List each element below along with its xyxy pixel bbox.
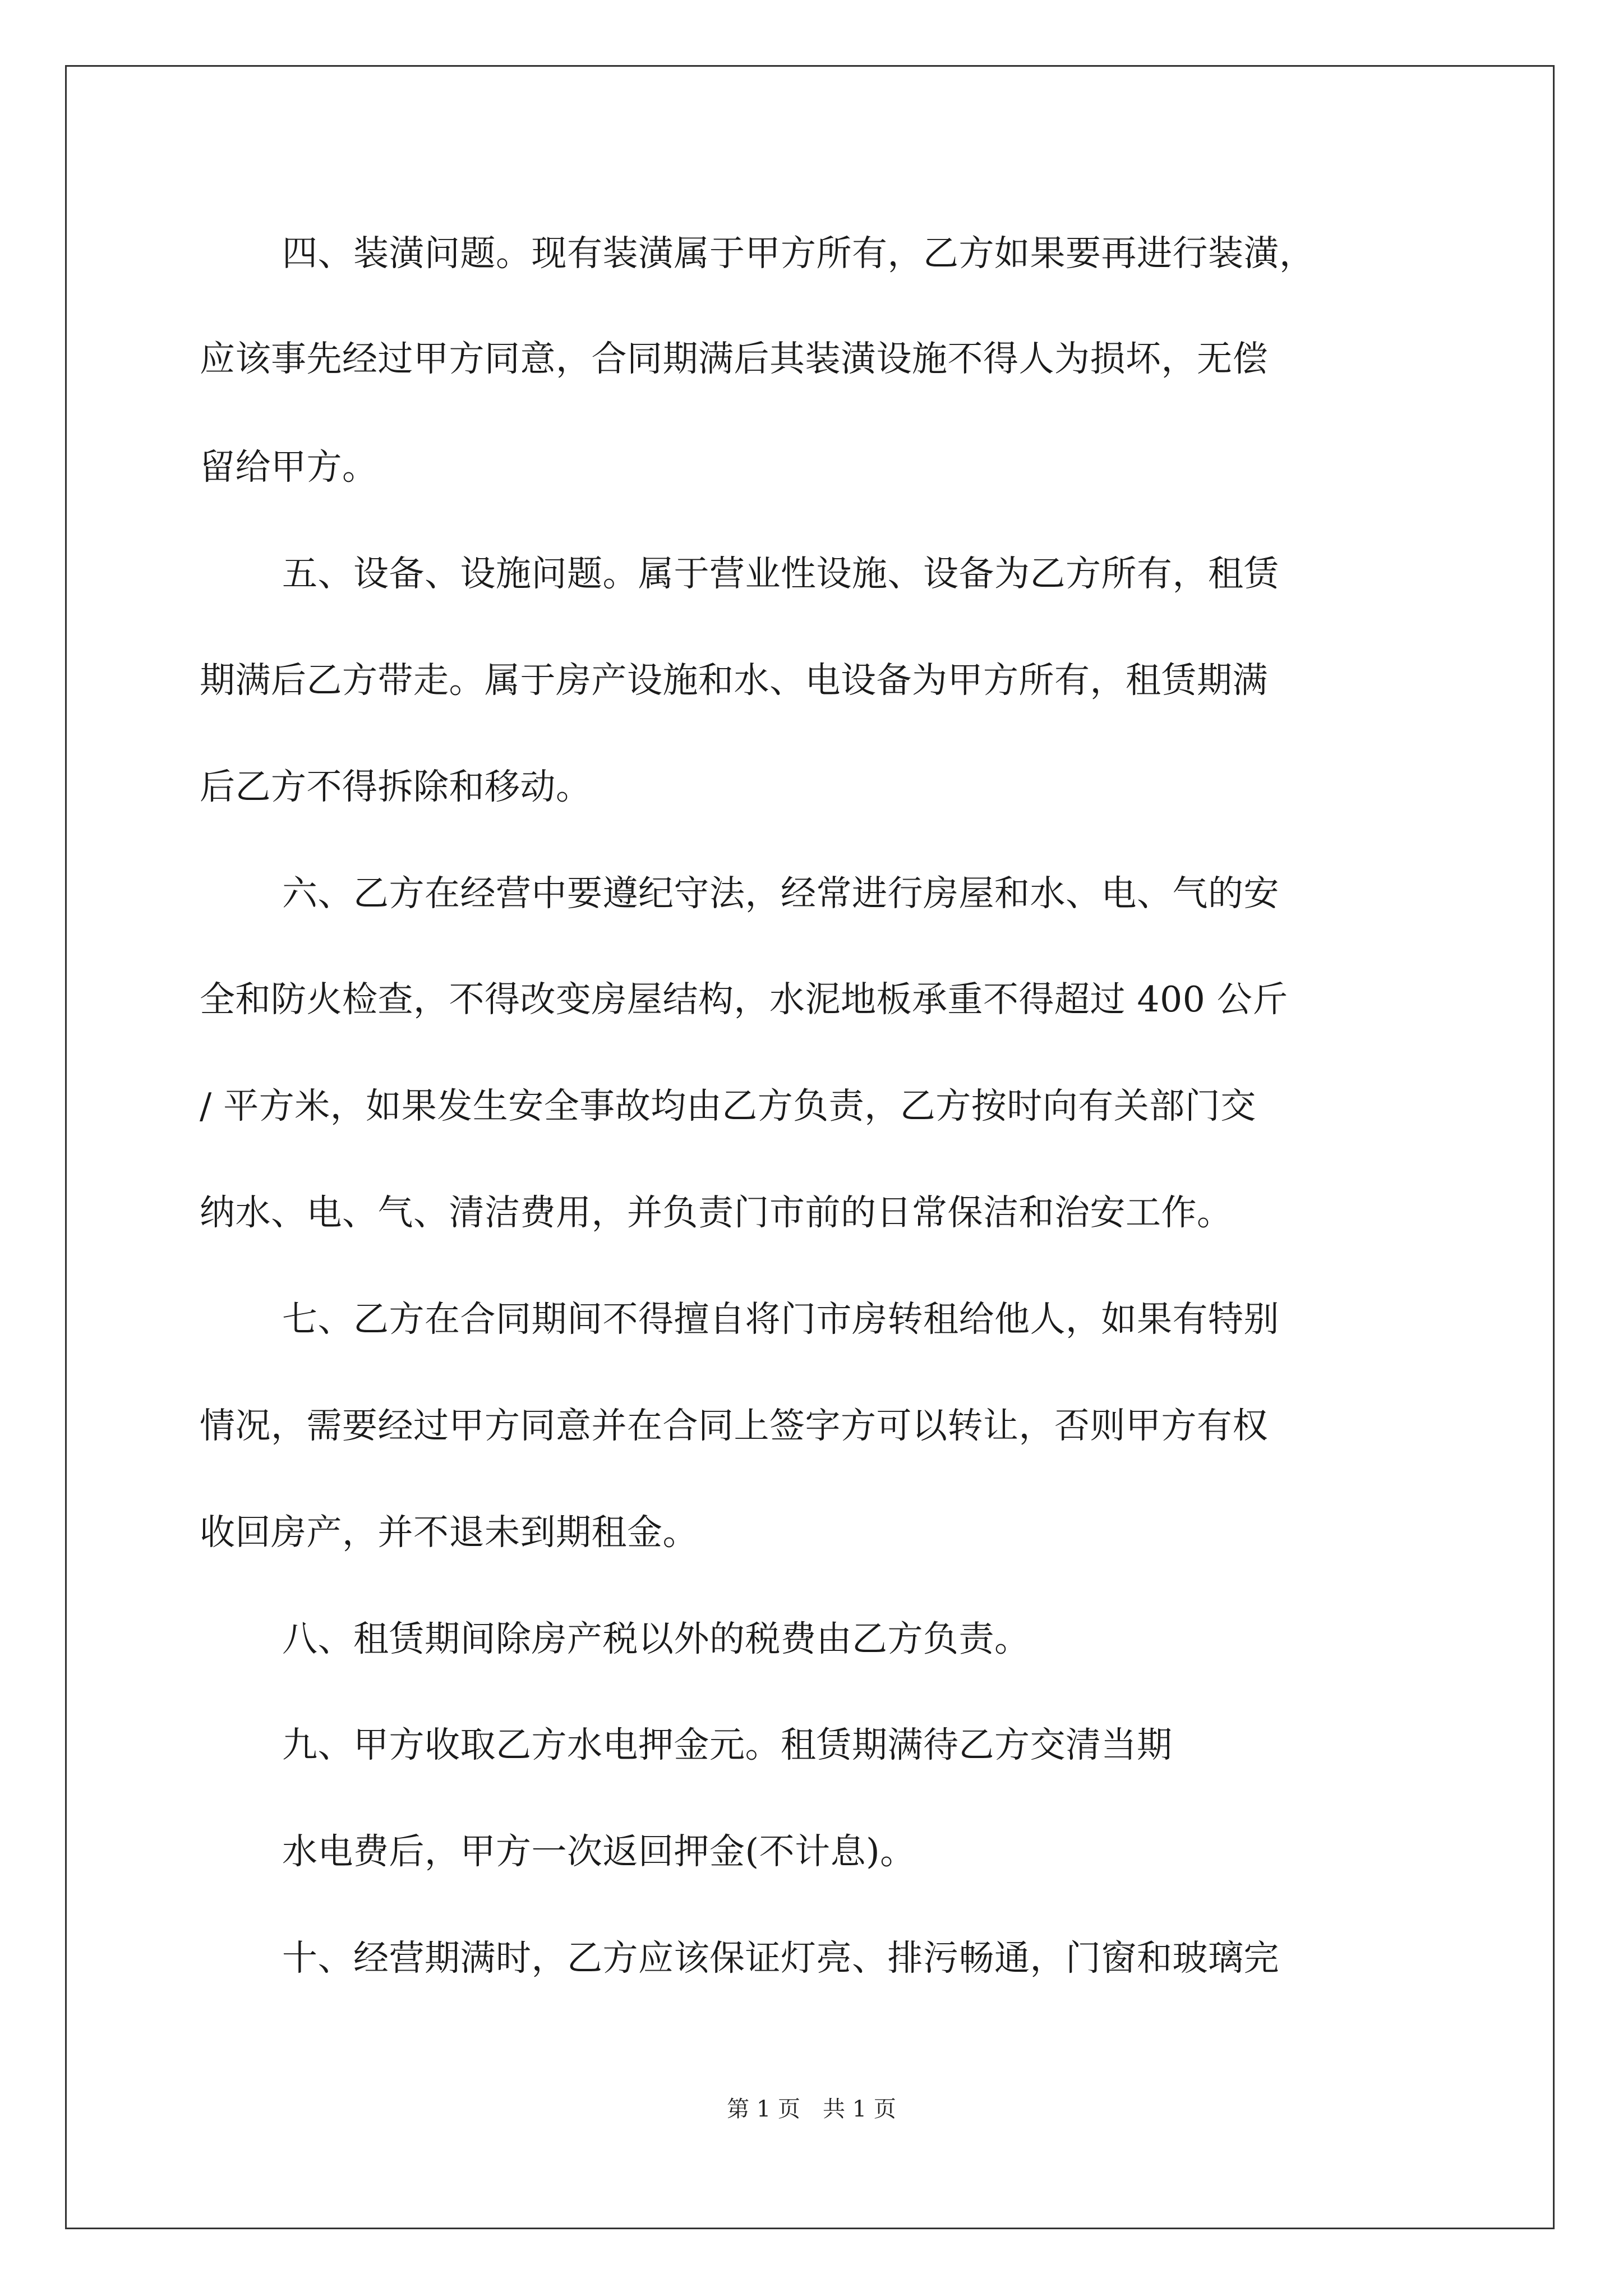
paragraph-10-line-1: 十、经营期满时，乙方应该保证灯亮、排污畅通，门窗和玻璃完 <box>282 1938 1279 1978</box>
paragraph-6-line-2: 全和防火检查，不得改变房屋结构，水泥地板承重不得超过 400 公斤 <box>200 979 1288 1020</box>
paragraph-5-line-3: 后乙方不得拆除和移动。 <box>200 766 592 807</box>
paragraph-4-line-3: 留给甲方。 <box>200 447 378 487</box>
page-number-current: 第 1 页 <box>727 2096 800 2122</box>
paragraph-6-line-1: 六、乙方在经营中要遵纪守法，经常进行房屋和水、电、气的安 <box>282 873 1279 914</box>
paragraph-6-line-3: / 平方米，如果发生安全事故均由乙方负责，乙方按时向有关部门交 <box>200 1085 1256 1126</box>
paragraph-7-line-3: 收回房产，并不退未到期租金。 <box>200 1512 698 1553</box>
paragraph-5-line-1: 五、设备、设施问题。属于营业性设施、设备为乙方所有，租赁 <box>282 553 1279 594</box>
paragraph-5-line-2: 期满后乙方带走。属于房产设施和水、电设备为甲方所有，租赁期满 <box>200 660 1268 701</box>
page-border <box>65 65 1555 2229</box>
paragraph-8-line-1: 八、租赁期间除房产税以外的税费由乙方负责。 <box>282 1618 1030 1659</box>
paragraph-6-line-4: 纳水、电、气、清洁费用，并负责门市前的日常保洁和治安工作。 <box>200 1192 1233 1233</box>
paragraph-9-line-1: 九、甲方收取乙方水电押金元。租赁期满待乙方交清当期 <box>282 1724 1173 1765</box>
paragraph-9-line-2: 水电费后，甲方一次返回押金(不计息)。 <box>282 1831 916 1872</box>
page-footer <box>0 2095 1623 2123</box>
paragraph-7-line-1: 七、乙方在合同期间不得擅自将门市房转租给他人，如果有特别 <box>282 1299 1279 1340</box>
paragraph-7-line-2: 情况，需要经过甲方同意并在合同上签字方可以转让，否则甲方有权 <box>200 1405 1268 1446</box>
paragraph-4-line-2: 应该事先经过甲方同意，合同期满后其装潢设施不得人为损坏，无偿 <box>200 338 1268 379</box>
paragraph-4-line-1: 四、装潢问题。现有装潢属于甲方所有，乙方如果要再进行装潢， <box>282 233 1315 274</box>
page-number-total: 共 1 页 <box>823 2096 896 2122</box>
